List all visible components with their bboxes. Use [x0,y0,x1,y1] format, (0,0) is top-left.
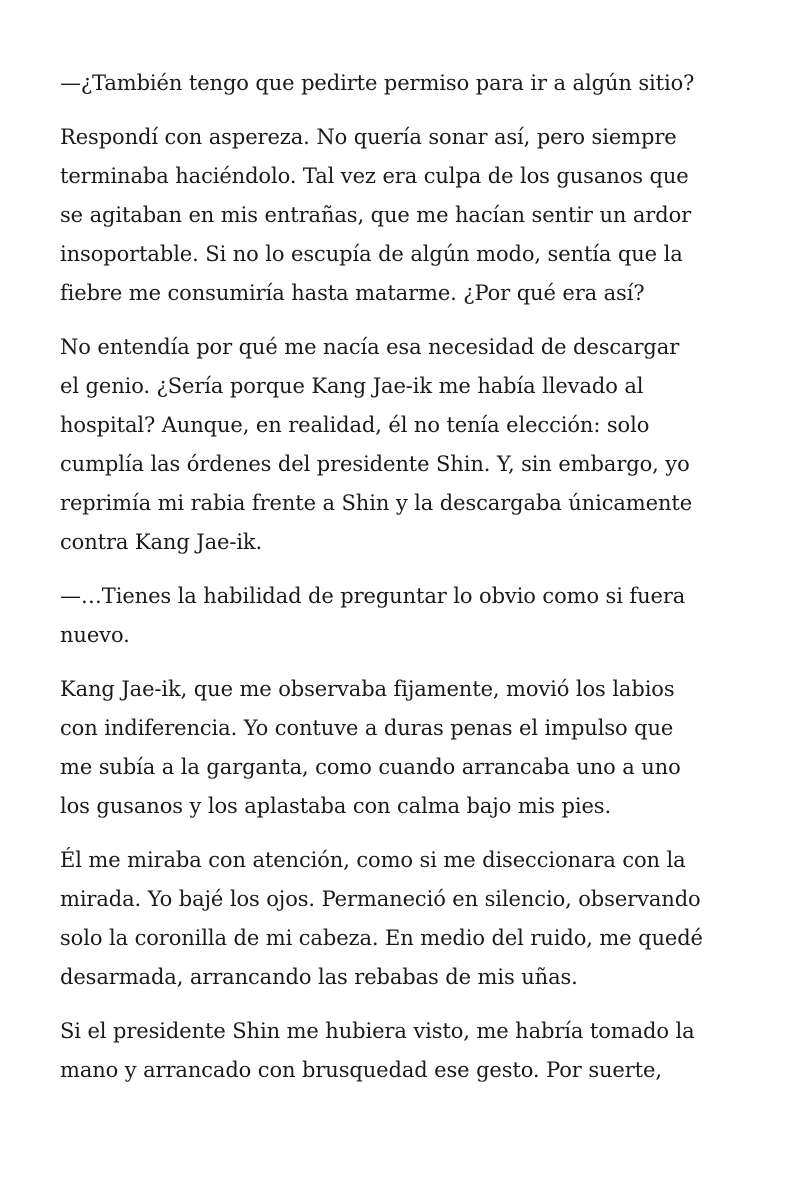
text-line: —¿También tengo que pedirte permiso para ir a algún sitio? [60,71,695,95]
text-line: con indiferencia. Yo contuve a duras penas el impulso que [60,716,674,740]
text-line: me subía a la garganta, como cuando arrancaba uno a uno [60,755,681,779]
text-line: contra Kang Jae-ik. [60,530,263,554]
text-line: fiebre me consumiría hasta matarme. ¿Por qué era así? [60,281,645,305]
text-line: Respondí con aspereza. No quería sonar así, pero siempre [60,125,677,149]
paragraph-5 [60,670,750,826]
paragraph-2 [60,118,750,313]
page-text [60,64,750,1105]
text-line: No entendía por qué me nacía esa necesidad de descargar [60,335,680,359]
paragraph-7 [60,1012,750,1090]
text-line: Kang Jae-ik, que me observaba fijamente, movió los labios [60,677,675,701]
text-line: nuevo. [60,623,130,647]
text-line: —…Tienes la habilidad de preguntar lo obvio como si fuera [60,584,686,608]
paragraph-3 [60,328,750,562]
paragraph-6 [60,841,750,997]
text-line: mano y arrancado con brusquedad ese gesto. Por suerte, [60,1058,662,1082]
paragraph-1 [60,64,750,103]
text-line: se agitaban en mis entrañas, que me hacían sentir un ardor [60,203,692,227]
text-line: Él me miraba con atención, como si me diseccionara con la [60,848,686,872]
text-line: insoportable. Si no lo escupía de algún modo, sentía que la [60,242,683,266]
text-line: solo la coronilla de mi cabeza. En medio del ruido, me quedé [60,926,703,950]
text-line: desarmada, arrancando las rebabas de mis uñas. [60,965,578,989]
text-line: Si el presidente Shin me hubiera visto, me habría tomado la [60,1019,695,1043]
text-line: terminaba haciéndolo. Tal vez era culpa de los gusanos que [60,164,689,188]
paragraph-4 [60,577,750,655]
text-line: el genio. ¿Sería porque Kang Jae-ik me había llevado al [60,374,644,398]
text-line: hospital? Aunque, en realidad, él no tenía elección: solo [60,413,650,437]
text-line: los gusanos y los aplastaba con calma bajo mis pies. [60,794,612,818]
text-line: reprimía mi rabia frente a Shin y la descargaba únicamente [60,491,693,515]
text-line: mirada. Yo bajé los ojos. Permaneció en silencio, observando [60,887,701,911]
text-line: cumplía las órdenes del presidente Shin. Y, sin embargo, yo [60,452,690,476]
